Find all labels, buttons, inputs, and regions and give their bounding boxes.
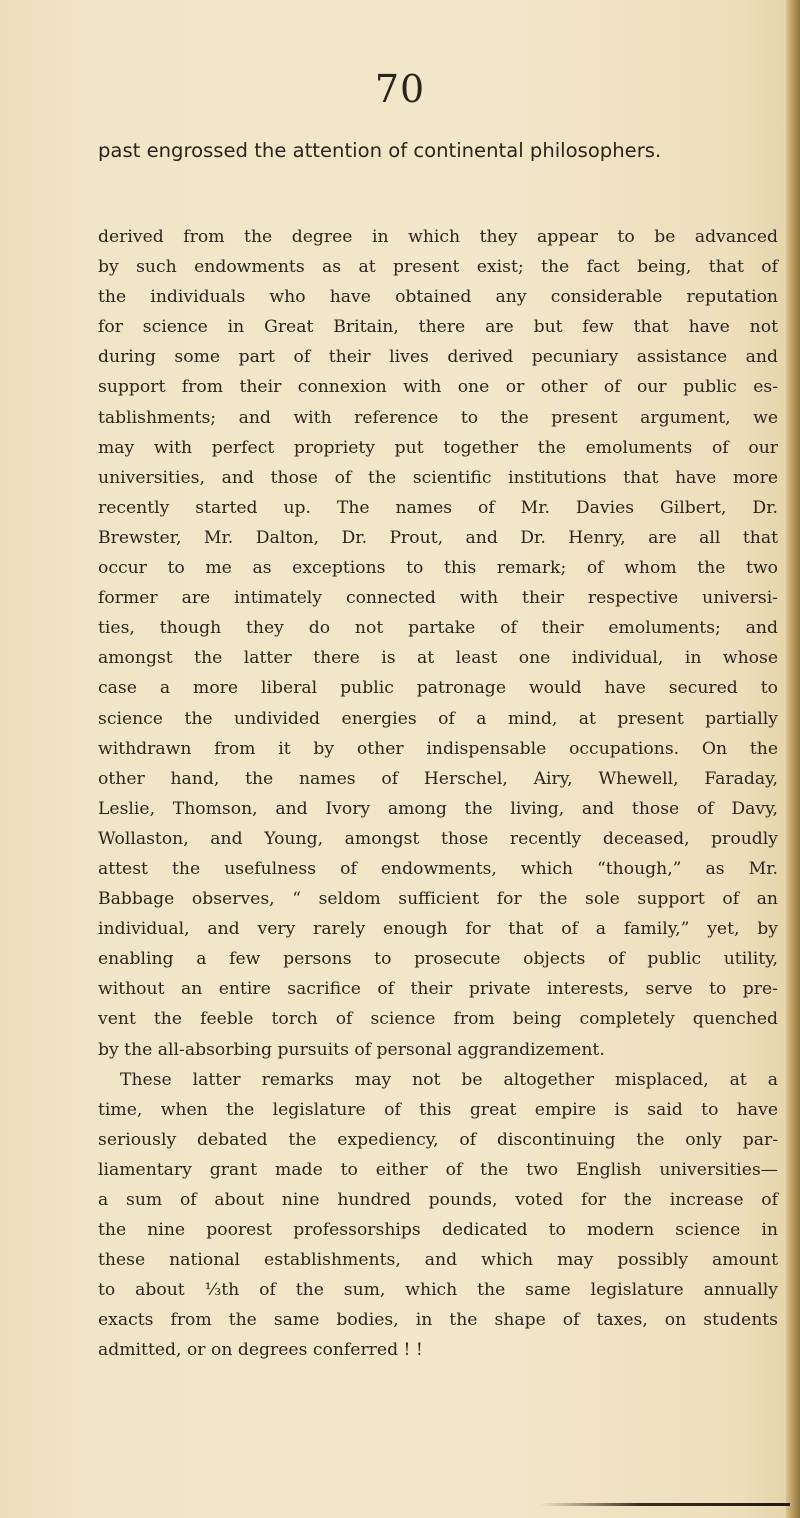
text-line: derived from the degree in which they appear to be advanced	[98, 227, 778, 247]
text-line: the nine poorest professorships dedicated to modern science in	[98, 1220, 778, 1241]
page-bottom-edge-line	[540, 1503, 790, 1506]
text-line: former are intimately connected with their respective universi-	[98, 588, 778, 609]
text-line: science the undivided energies of a mind, at present partially	[98, 708, 778, 729]
text-line: tablishments; and with reference to the present argument, we	[98, 407, 778, 428]
body-text	[98, 222, 778, 1366]
page-edge-shadow	[786, 0, 800, 1518]
text-line: support from their connexion with one or other of our public es-	[98, 377, 778, 398]
text-line: to about ⅓th of the sum, which the same legislature annually	[98, 1280, 778, 1301]
text-line: ties, though they do not partake of their emoluments; and	[98, 618, 778, 639]
text-line: may with perfect propriety put together the emoluments of our	[98, 437, 778, 458]
text-line: admitted, or on degrees conferred ! !	[98, 1340, 423, 1361]
text-line: withdrawn from it by other indispensable occupations. On the	[98, 738, 778, 759]
text-line: recently started up. The names of Mr. Davies Gilbert, Dr.	[98, 497, 778, 518]
text-line: exacts from the same bodies, in the shape of taxes, on students	[98, 1310, 778, 1331]
text-line: case a more liberal public patronage would have secured to	[98, 678, 778, 699]
text-line: seriously debated the expediency, of discontinuing the only par-	[98, 1129, 778, 1150]
text-line: Brewster, Mr. Dalton, Dr. Prout, and Dr. Henry, are all that	[98, 527, 778, 548]
text-line: without an entire sacrifice of their private interests, serve to pre-	[98, 979, 778, 1000]
text-line: during some part of their lives derived pecuniary assistance and	[98, 347, 778, 368]
text-line: other hand, the names of Herschel, Airy, Whewell, Faraday,	[98, 768, 778, 789]
text-line: liamentary grant made to either of the two English universities—	[98, 1159, 778, 1180]
text-line: amongst the latter there is at least one individual, in whose	[98, 648, 778, 669]
text-line: individual, and very rarely enough for that of a family,” yet, by	[98, 919, 778, 940]
text-line: universities, and those of the scientific institutions that have more	[98, 467, 778, 488]
text-line: a sum of about nine hundred pounds, voted for the increase of	[98, 1190, 778, 1210]
text-line: Babbage observes, “ seldom sufficient for the sole support of an	[98, 889, 778, 910]
text-line: the individuals who have obtained any considerable reputation	[98, 287, 778, 308]
text-line: by such endowments as at present exist; the fact being, that of	[98, 257, 778, 278]
text-line: Wollaston, and Young, amongst those recently deceased, proudly	[98, 828, 778, 849]
page-number: 70	[374, 67, 426, 111]
text-line: enabling a few persons to prosecute objects of public utility,	[98, 949, 778, 970]
text-line: occur to me as exceptions to this remark; of whom the two	[98, 558, 778, 579]
text-line: attest the usefulness of endowments, which “though,” as Mr.	[98, 858, 778, 879]
text-line: for science in Great Britain, there are but few that have not	[98, 317, 778, 338]
text-line: Leslie, Thomson, and Ivory among the living, and those of Davy,	[98, 798, 778, 819]
text-line: time, when the legislature of this great empire is said to have	[98, 1099, 778, 1120]
text-line: these national establishments, and which may possibly amount	[98, 1250, 778, 1271]
text-line: by the all-absorbing pursuits of personal aggrandizement.	[98, 1039, 605, 1060]
running-head-line: past engrossed the attention of continental philosophers.	[98, 139, 662, 162]
text-line: These latter remarks may not be altogether misplaced, at a	[120, 1069, 778, 1090]
text-line: vent the feeble torch of science from being completely quenched	[98, 1009, 778, 1030]
